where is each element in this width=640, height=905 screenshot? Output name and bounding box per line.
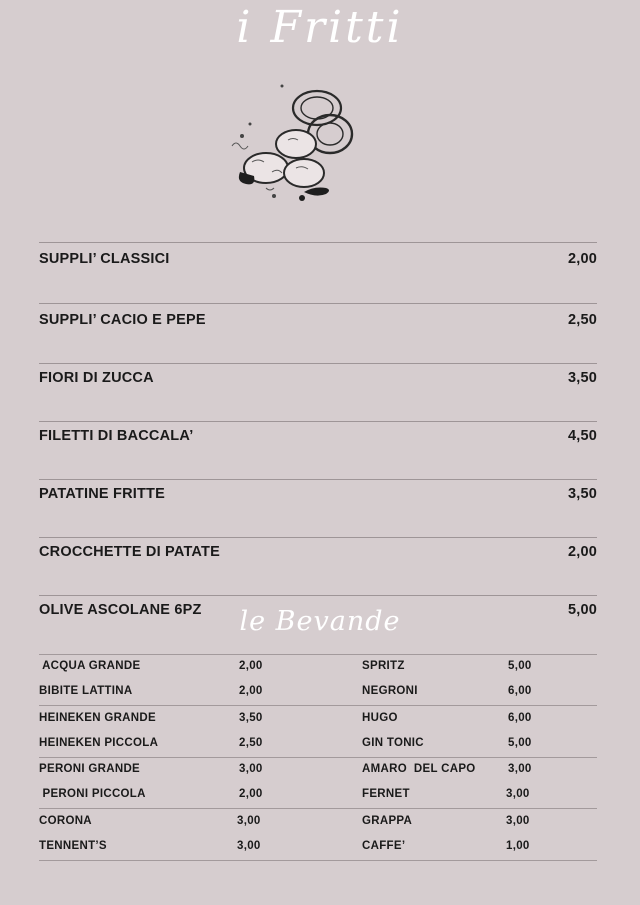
drink-price: 6,00: [508, 685, 532, 697]
item-name: OLIVE ASCOLANE 6PZ: [39, 602, 202, 618]
divider: [39, 537, 597, 538]
divider: [39, 479, 597, 480]
drink-name: HEINEKEN PICCOLA: [39, 737, 159, 749]
drink-name: CAFFE’: [362, 840, 406, 852]
item-price: 2,00: [567, 251, 597, 267]
item-name: SUPPLI’ CLASSICI: [39, 251, 170, 267]
menu-item: [39, 486, 597, 502]
drink-price: 3,50: [239, 712, 263, 724]
item-price: 2,50: [567, 312, 597, 328]
drink-price: 3,00: [506, 815, 530, 827]
drink-name: GIN TONIC: [362, 737, 424, 749]
menu-title: i Fritti: [236, 2, 404, 53]
item-price: 5,00: [567, 602, 597, 618]
drink-price: 3,00: [506, 788, 530, 800]
drink-name: PERONI GRANDE: [39, 763, 141, 775]
menu-item: [39, 312, 597, 328]
drink-name: HUGO: [362, 712, 398, 724]
divider: [39, 303, 597, 304]
item-price: 2,00: [567, 544, 597, 560]
menu-item: [39, 544, 597, 560]
item-name: PATATINE FRITTE: [39, 486, 165, 502]
item-price: 3,50: [567, 370, 597, 386]
item-name: SUPPLI’ CACIO E PEPE: [39, 312, 206, 328]
divider: [39, 757, 597, 758]
divider: [39, 860, 597, 861]
drink-name: AMARO DEL CAPO: [362, 763, 476, 775]
item-price: 4,50: [567, 428, 597, 444]
drink-name: SPRITZ: [362, 660, 405, 672]
drink-price: 2,00: [239, 660, 263, 672]
drink-price: 3,00: [239, 763, 263, 775]
menu-item: [39, 428, 597, 444]
bevande-title: le Bevande: [239, 606, 401, 637]
divider: [39, 654, 597, 655]
divider: [39, 808, 597, 809]
drink-name: ACQUA GRANDE: [39, 660, 141, 672]
drink-name: PERONI PICCOLA: [39, 788, 146, 800]
drink-price: 3,00: [237, 815, 261, 827]
drink-price: 5,00: [508, 660, 532, 672]
divider: [39, 421, 597, 422]
drink-name: FERNET: [362, 788, 410, 800]
divider: [39, 595, 597, 596]
drink-name: CORONA: [39, 815, 92, 827]
drink-name: TENNENT’S: [39, 840, 107, 852]
drink-price: 5,00: [508, 737, 532, 749]
item-name: FILETTI DI BACCALA’: [39, 428, 194, 444]
item-name: CROCCHETTE DI PATATE: [39, 544, 220, 560]
drink-name: HEINEKEN GRANDE: [39, 712, 156, 724]
drink-name: NEGRONI: [362, 685, 418, 697]
divider: [39, 242, 597, 243]
drink-price: 2,00: [239, 788, 263, 800]
drink-name: BIBITE LATTINA: [39, 685, 133, 697]
drink-price: 3,00: [237, 840, 261, 852]
item-price: 3,50: [567, 486, 597, 502]
drink-price: 6,00: [508, 712, 532, 724]
divider: [39, 705, 597, 706]
drink-price: 2,00: [239, 685, 263, 697]
divider: [39, 363, 597, 364]
drink-price: 2,50: [239, 737, 263, 749]
menu-item: [39, 251, 597, 267]
drink-price: 1,00: [506, 840, 530, 852]
menu-item: [39, 370, 597, 386]
fried-food-sketch-icon: [222, 76, 362, 208]
drink-name: GRAPPA: [362, 815, 413, 827]
item-name: FIORI DI ZUCCA: [39, 370, 154, 386]
drink-price: 3,00: [508, 763, 532, 775]
